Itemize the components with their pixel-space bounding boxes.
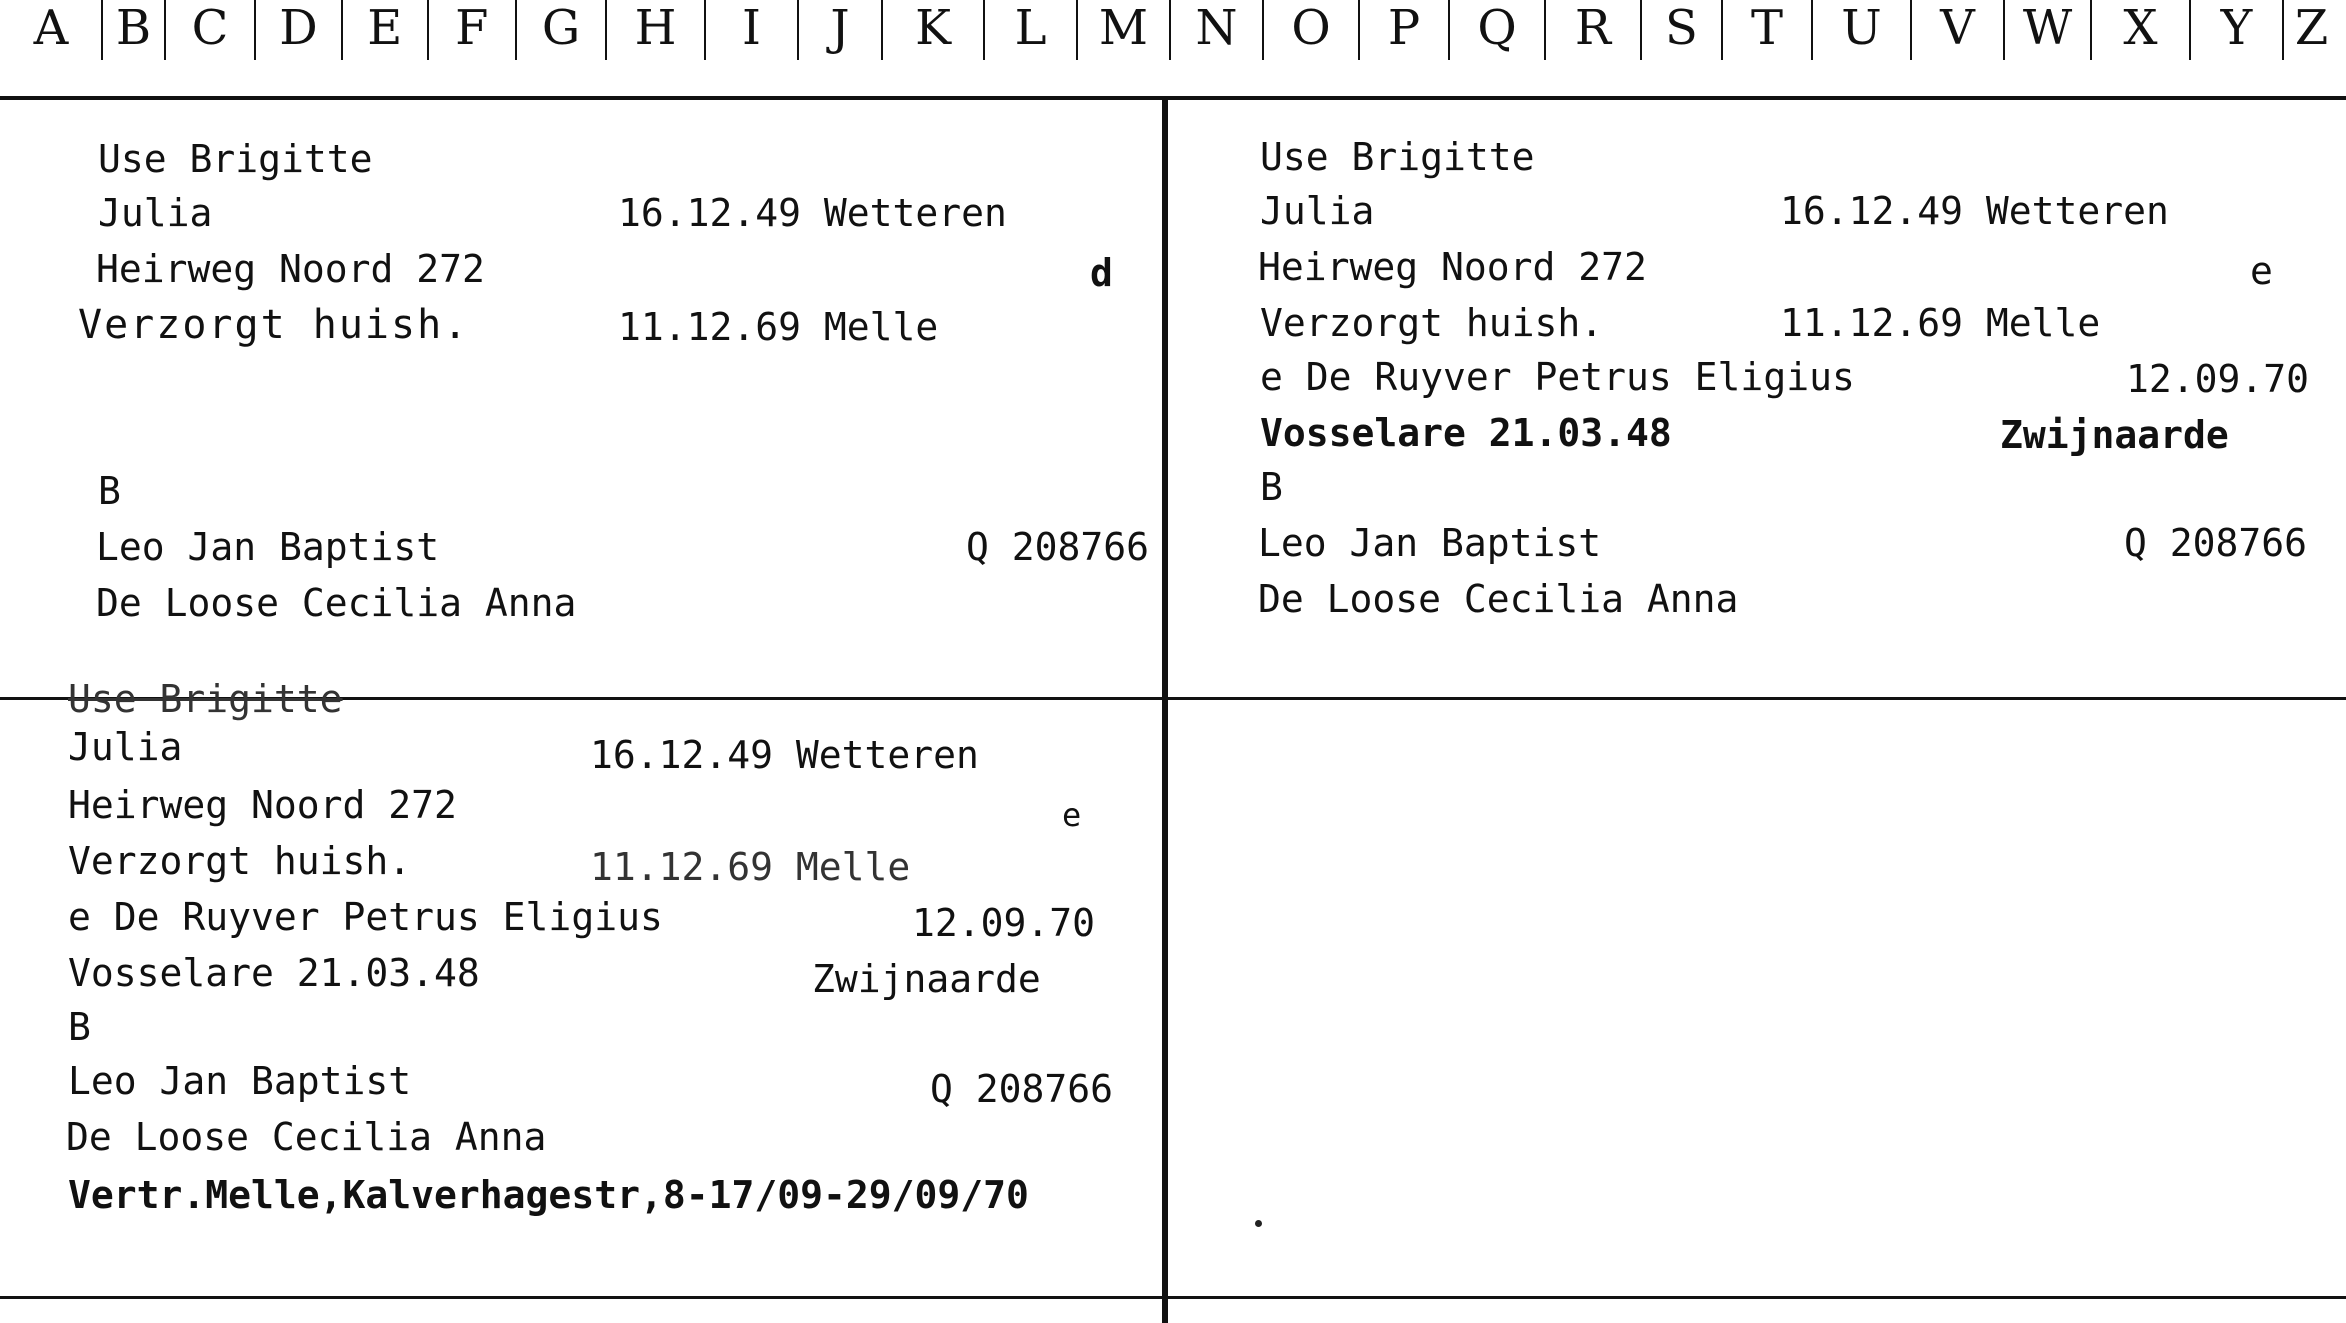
tab-letter-o: O [1291, 0, 1331, 56]
registration-date-place: 11.12.69 Melle [618, 305, 939, 349]
tab-letter-e: E [367, 0, 403, 56]
birth-date-place: 16.12.49 Wetteren [590, 733, 979, 777]
tab-letter-i: I [742, 0, 761, 56]
tab-letter-g: G [541, 0, 581, 56]
mother-name: De Loose Cecilia Anna [66, 1115, 547, 1159]
tab-letter-k: K [915, 0, 951, 56]
card-marker: e [1062, 796, 1082, 834]
surname: Julia [68, 725, 183, 769]
registration-date-place: 11.12.69 Melle [590, 845, 911, 889]
surname: Julia [1260, 189, 1375, 233]
reference-number: Q 208766 [966, 525, 1150, 569]
tab-letter-f: F [455, 0, 489, 56]
tab-separator [983, 0, 985, 60]
given-names: Use Brigitte [98, 137, 373, 181]
marriage-date: 12.09.70 [2126, 357, 2310, 401]
father-name: Leo Jan Baptist [1258, 521, 1602, 565]
tab-letter-s: S [1665, 0, 1698, 56]
tab-letter-q: Q [1477, 0, 1517, 56]
tab-letter-r: R [1574, 0, 1612, 56]
card-bottom-rule-right [1168, 1296, 2346, 1299]
card-bottom-rule-left [0, 1296, 1162, 1299]
occupation: Verzorgt huish. [1260, 301, 1604, 345]
occupation: Verzorgt huish. [68, 839, 412, 883]
tab-letter-v: V [1940, 0, 1975, 56]
tab-letter-l: L [1014, 0, 1047, 56]
code-letter: B [98, 469, 121, 513]
tab-letter-b: B [115, 0, 152, 56]
tab-separator [605, 0, 607, 60]
code-letter: B [68, 1005, 91, 1049]
birth-date-place: 16.12.49 Wetteren [1780, 189, 2169, 233]
reference-number: Q 208766 [930, 1067, 1114, 1111]
tab-separator [1721, 0, 1723, 60]
registration-date-place: 11.12.69 Melle [1780, 301, 2101, 345]
tab-letter-d: D [279, 0, 318, 56]
marriage-place: Zwijnaarde [2000, 413, 2229, 457]
tab-separator [427, 0, 429, 60]
tab-separator [1076, 0, 1078, 60]
address: Heirweg Noord 272 [96, 247, 485, 291]
tab-separator [1169, 0, 1171, 60]
surname: Julia [98, 191, 213, 235]
tab-separator [1448, 0, 1450, 60]
given-names: Use Brigitte [1260, 135, 1535, 179]
tab-separator [164, 0, 166, 60]
tab-separator [341, 0, 343, 60]
tab-letter-u: U [1841, 0, 1882, 56]
tab-letter-w: W [2022, 0, 2073, 56]
address: Heirweg Noord 272 [1258, 245, 1647, 289]
card-top-left [0, 100, 1160, 700]
tab-separator [1640, 0, 1642, 60]
tab-separator [515, 0, 517, 60]
tab-separator [101, 0, 103, 60]
spouse-birth: Vosselare 21.03.48 [68, 951, 480, 995]
tab-separator [1910, 0, 1912, 60]
tab-letter-t: T [1750, 0, 1783, 56]
tab-letter-j: J [830, 0, 850, 56]
card-divider-right [1168, 697, 2346, 700]
tab-separator [1358, 0, 1360, 60]
tab-separator [1811, 0, 1813, 60]
tab-letter-x: X [2123, 0, 2158, 56]
tab-letter-h: H [634, 0, 677, 56]
reference-number: Q 208766 [2124, 521, 2308, 565]
occupation: Verzorgt huish. [78, 302, 470, 348]
birth-date-place: 16.12.49 Wetteren [618, 191, 1007, 235]
card-bottom-left [0, 677, 1160, 1300]
marriage-place: Zwijnaarde [812, 957, 1041, 1001]
spouse-birth: Vosselare 21.03.48 [1260, 411, 1672, 455]
tab-letter-n: N [1195, 0, 1238, 56]
tab-letter-p: P [1387, 0, 1421, 56]
spouse-name: e De Ruyver Petrus Eligius [68, 895, 663, 939]
ink-speck [1255, 1220, 1262, 1227]
tab-letter-a: A [33, 0, 69, 56]
tab-separator [1262, 0, 1264, 60]
card-marker: d [1090, 251, 1113, 295]
tab-separator [797, 0, 799, 60]
tab-separator [2090, 0, 2092, 60]
tab-separator [2003, 0, 2005, 60]
card-marker: e [2250, 249, 2273, 293]
tab-separator [1544, 0, 1546, 60]
card-top-right [1168, 100, 2346, 700]
tab-separator [881, 0, 883, 60]
tab-letter-c: C [191, 0, 229, 56]
departure-note: Vertr.Melle,Kalverhagestr,8-17/09-29/09/70 [68, 1173, 1029, 1217]
spouse-name: e De Ruyver Petrus Eligius [1260, 355, 1855, 399]
given-names-struck: Use Brigitte [68, 677, 343, 721]
tab-separator [2282, 0, 2284, 60]
tab-letter-z: Z [2294, 0, 2329, 56]
marriage-date: 12.09.70 [912, 901, 1096, 945]
mother-name: De Loose Cecilia Anna [1258, 577, 1739, 621]
tab-letter-m: M [1098, 0, 1149, 56]
father-name: Leo Jan Baptist [68, 1059, 412, 1103]
father-name: Leo Jan Baptist [96, 525, 440, 569]
tab-separator [704, 0, 706, 60]
tab-separator [254, 0, 256, 60]
tab-separator [2189, 0, 2191, 60]
mother-name: De Loose Cecilia Anna [96, 581, 577, 625]
code-letter: B [1260, 465, 1283, 509]
card-vertical-divider [1162, 100, 1168, 1323]
tab-letter-y: Y [2220, 0, 2253, 56]
address: Heirweg Noord 272 [68, 783, 457, 827]
alphabet-tab-strip [0, 0, 2346, 100]
